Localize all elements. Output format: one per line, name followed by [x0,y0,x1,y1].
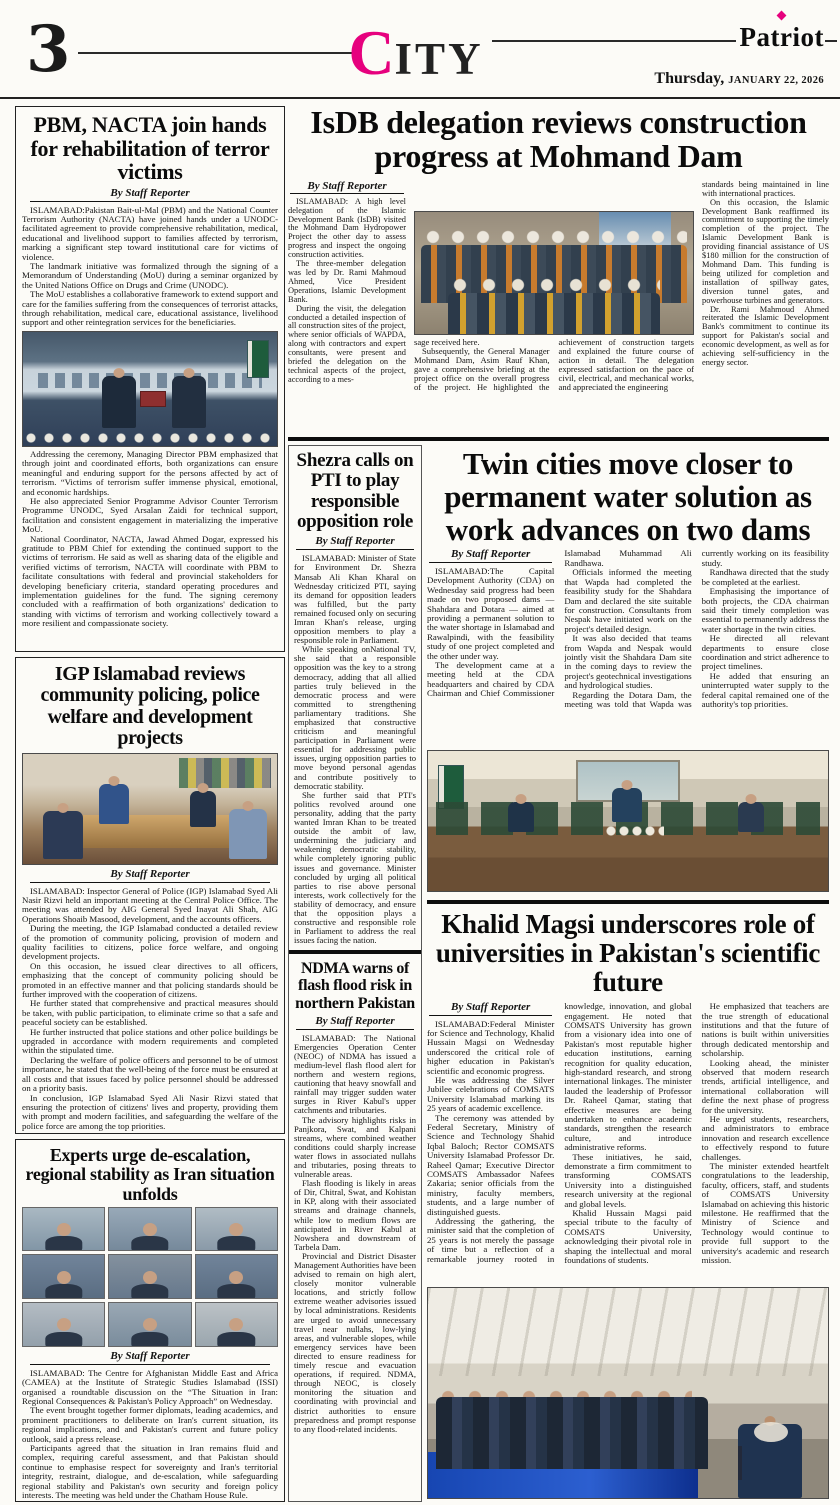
headline: IsDB delegation reviews construction progress at Mohmand Dam [310,104,807,174]
paragraph: Emphasising the importance of both projects, the CDA chairman said their timely completion was essential to permanently address the water shortage in the twin cities. [701,586,829,634]
paragraph: ISLAMABAD:Pakistan Bait-ul-Mal (PBM) and the National Counter Terrorism Authority (NACTA) have joined hands under a UNODC-facilitated agreement to provide comprehensive rehabilitation, medical, educational and livelihood support to families affected by terrorism, marking a significant step toward institutional care for victims of violence. [22,204,278,262]
paragraph: Randhawa directed that the study be completed at the earliest. [701,567,829,587]
paragraph: ISLAMABAD:Federal Minister for Science and Technology, Khalid Hussain Magsi on Wednesday underscored the critical role of higher education in Pakistan's scientific and economic progress. [427,1018,555,1076]
person-figure [738,802,764,832]
header-rule-dash [825,40,837,42]
byline: By Staff Reporter [30,187,270,202]
flower-arrangement [604,824,664,838]
paragraph: Regarding the Dotara Dam, the meeting was told that Wapda was currently working on its feasibility study. [564,549,829,709]
paragraph: ISLAMABAD: The Centre for Afghanistan Middle East and Africa (CAMEA) at the Institute of Strategic Studies Islamabad (ISSI) organised a roundtable discussion on the “The Situation in Iran: Regional Consequences & Pakistan's Policy Approach” on Wednesday. [22,1367,278,1406]
paragraph: During the visit, the delegation conducted a detailed inspection of all construction sites of the project, where senior officials of WAPDA, along with contractors and expert consultants, were present and briefed the delegation on the technical aspects of the project, according to a mes- [288,303,406,384]
person-figure [99,784,129,824]
section-divider [288,437,829,441]
microphone-stand [738,1446,742,1480]
paragraph: Officials informed the meeting that Wapda had completed the feasibility study for the Shahdara Dam and declared the site suitable for construction. Consultants from Nespak have initiated work on the project's detailed design. [564,567,692,634]
paragraph: He directed all relevant departments to ensure close coordination and strict adherence to project timelines. [701,633,829,672]
article-isdb-mohmand [288,104,829,437]
paragraph: Participants agreed that the situation in Iran remains fluid and complex, requiring careful assessment, and that Pakistan should continue to emphasise respect for sovereignty and Iran's territorial integrity, restraint, dialogue, and de-escalation, while safeguarding regional stability and Pakistan's own security and foreign policy interests. The meeting was held under the Chatham House Rule. [22,1443,278,1501]
article-twin-cities-dams [427,445,829,895]
headline: Khalid Magsi underscores role of universities in Pakistan's scientific future [435,909,821,998]
paragraph: She further said that PTI's politics revolved around one personality, adding that the party wanted Imran Khan to be treated outside the ambit of law, undermining the judiciary and weakening democratic stability, while completely ignoring public issues and governance. Minister concluded by urging all political parties to rise above personal interests, work collectively for the stability of democracy, and ensure that the opposition plays a constructive and responsible role in Parliament to address the real issues facing the nation. [294,789,416,946]
person-figure [172,376,206,428]
chairman-figure [612,788,642,822]
date-rest: JANUARY 22, 2026 [728,75,824,86]
roundtable-photo-cell [22,1254,105,1299]
paragraph: The three-member delegation was led by Dr. Rami Mahmoud Ahmed, Vice President Operations, Islamic Development Bank. [288,259,406,304]
roundtable-photo-cell [195,1254,278,1299]
byline: By Staff Reporter [429,1003,552,1015]
headline: IGP Islamabad reviews community policing, police welfare and development projects [40,663,260,750]
masthead-ornament-icon [777,11,787,21]
byline: By Staff Reporter [30,868,270,883]
roundtable-photo-cell [108,1302,191,1347]
article-magsi-comsats [427,908,829,1502]
byline: By Staff Reporter [296,535,414,550]
article-divider [427,900,829,904]
roundtable-photo-cell [195,1302,278,1347]
speaker-beard [754,1422,788,1442]
paragraph: National Coordinator, NACTA, Jawad Ahmed Dogar, expressed his gratitude to PBM Chief for extending the continued support to the victims of terrorism. He said as well as sharing data of the eligible and verified victims of terrorism, NACTA will coordinate with PBM to facilitate consultations with federal and provincial stakeholders for developing beneficiary criteria, standard operating procedures and implementation guidelines for the fund. The signing ceremony concluded with a reaffirmation of both organizations' dedication to standing with victims of terrorism and working collectively toward a more resilient and compassionate society. [22,533,278,629]
cda-meeting-photo [427,750,829,892]
masthead-title: Patriot [739,22,824,52]
mou-signing-photo [22,331,278,447]
backdrop-banner [38,373,262,388]
article-divider [289,950,421,954]
paragraph: It was also decided that teams from Wapda and Nespak would jointly visit the Shahdara Dam site in the coming days to review the project's geotechnical investigations and hydrological studies. [564,633,692,691]
paragraph: In conclusion, IGP Islamabad Syed Ali Nasir Rizvi stated that ensuring the protection of citizens' lives and property, providing them with prompt and modern facilities, and safeguarding the welfare of the police force are among the top priorities. [22,1092,278,1131]
page-number: 3 [26,12,71,87]
paragraph: He also appreciated Senior Programme Advisor Counter Terrorism Programme UNODC, Syed Arsalan Zaidi for technical support, facilitation and consistent engagement in materializing the imperative MoU. [22,495,278,535]
middle-column [288,445,422,1502]
section-title [348,17,484,88]
article-text [427,549,829,747]
person-figure [508,802,534,832]
person-figure [43,811,83,859]
right-column [427,445,829,1502]
isdb-column-mid [414,181,694,393]
isdb-delegation-photo [414,211,694,335]
headline: NDMA warns of flash flood risk in northern Pakistan [295,960,415,1012]
roundtable-photo-cell [108,1254,191,1299]
paragraph: During the meeting, the IGP Islamabad conducted a detailed review of the promotion of community policing, provision of modern and quality facilities to citizens, police force welfare, and ongoing development projects. [22,923,278,962]
header-rule-right [492,40,736,42]
paragraph: He further instructed that police stations and other police buildings be upgraded in accordance with modern requirements and completed within the stipulated time. [22,1026,278,1056]
person-figure [190,791,216,827]
person-figure [102,376,136,428]
paragraph: sage received here. [414,336,480,347]
front-row-hats [448,278,659,294]
paragraph: Subsequently, the General Manager Mohmand Dam, Asim Rauf Khan, gave a comprehensive briefing at the project office on the overall progress of the project. He highlighted the achievement of construction targets and explained the future course of action in detail. The delegation expressed satisfaction on the pace of civil, electrical, and mechanical works, and appreciated the engineering [414,336,694,393]
headline: Twin cities move closer to permanent water solution as work advances on two dams [444,446,812,548]
paragraph: Flash flooding is likely in areas of Dir, Chitral, Swat, and Kohistan in KP, along with their associated streams and drainage channels, while low to medium flows are anticipated in River Kabul at Nowshera and downstream of Tarbela Dam. [294,1178,416,1252]
paragraph: He emphasized that teachers are the true strength of educational institutions and that the future of nations is built within universities through dedicated mentorship and scholarship. [701,1002,829,1059]
byline: By Staff Reporter [30,1350,270,1365]
article-text [294,554,416,945]
paragraph: He urged students, researchers, and administrators to embrace innovation and research excellence to effectively respond to future challenges. [701,1113,829,1162]
paragraph: ISLAMABAD: A high level delegation of the Islamic Development Bank (IsDB) visited the Mohmand Dam Hydropower Project the other day to assess progress and inspect the ongoing construction activities. [288,196,406,260]
article-pbm-nacta [15,106,285,652]
paragraph: Addressing the ceremony, Managing Director PBM emphasized that through joint and coordinated efforts, both organizations can ensure meaningful and enduring support for the persons affected by act of terrorism. “Victims of terrorism suffer immense physical, emotional, and economic hardships. [22,448,278,497]
paragraph: He further stated that comprehensive and practical measures should be taken, with public participation, to eliminate crime so that a safe and peaceful society can be established. [22,998,278,1028]
article-text [22,206,278,328]
headline: Shezra calls on PTI to play responsible opposition role [296,450,414,532]
paragraph: Dr. Rami Mahmoud Ahmed reiterated the Islamic Development Bank's commitment to continue its support for Pakistan's social and economic development, as well as for achieving self-sufficiency in the energy sector. [702,304,829,367]
article-text [294,1034,416,1434]
paragraph: The ceremony was attended by Federal Secretary, Ministry of Science and Technology Shahid Iqbal Baloch; Rector COMSATS University Islamabad Professor Dr. Raheel Qamar; Executive Director COMSATS Ambassador Nafees Zakaria; senior officials from the ministry, faculty members, students, and a large number of distinguished guests. [427,1112,555,1217]
paragraph: On this occasion, the Islamic Development Bank reaffirmed its commitment to supporting the timely completion of the project. The Islamic Development Bank is providing financial assistance of US $180 million for the construction of Mohmand Dam. This funding is being utilized for completion and installation of spillway gates, diversion tunnel gates, and powerhouse turbines and generators. [702,197,829,305]
paragraph: He added that ensuring an uninterrupted water supply to the federal capital remained one of the authority's top priorities. [701,670,829,709]
paragraph: The MoU establishes a collaborative framework to extend support and care for the families suffering from the consequences of terrorist attacks, through rehabilitation, medical care, educational assistance, livelihood support and other reintegration services for the beneficiaries. [22,289,278,328]
article-text [22,1369,278,1501]
page-date [654,70,824,88]
paragraph: Looking ahead, the minister observed that modern research trends, artificial intelligence, and international collaboration will define the next phase of progress for the university. [701,1057,829,1115]
date-day: Thursday, [654,70,725,87]
isdb-column-4 [702,181,829,393]
roundtable-photo-cell [108,1207,191,1252]
headline: Experts urge de-escalation, regional stability as Iran situation unfolds [25,1145,275,1204]
guest-group [436,1397,708,1468]
paragraph: The development came at a meeting held at the CDA headquarters and chaired by CDA Chairman and Chief Commissioner Islamabad Muhammad Ali Randhawa. [427,549,692,699]
article-ndma-flood [294,958,416,1498]
paragraph: The minister extended heartfelt congratulations to the leadership, faculty, officers, staff, and students of COMSATS University Islamabad on achieving this historic milestone. He reaffirmed that the Ministry of Science and Technology would continue to provide full support to the university's academic and research mission. [701,1161,829,1266]
paragraph: Provincial and District Disaster Management Authorities have been advised to remain on high alert, closely monitor vulnerable locations, and strictly follow extreme weather advisories issued by local administrations. Residents are urged to avoid unnecessary travel near nullahs, low-lying areas, and vulnerable slopes, while emergency services have been directed to ensure readiness for timely rescue and evacuation operations, if required. NDMA, through NEOC, is closely monitoring the situation and coordinating with provincial and district authorities to ensure preparedness and prompt response to any flood-related incidents. [294,1250,416,1434]
police-officer-figure [229,809,267,859]
front-row-group [448,293,659,335]
roundtable-photo-grid [22,1207,278,1347]
section-rest: ITY [394,34,484,84]
paragraph: ISLAMABAD:The Capital Development Authority (CDA) on Wednesday said progress had been made on two proposed dams — Shahdara and Dotara — aimed at providing a permanent solution to the water shortage in Islamabad and Rawalpindi, with the feasibility study of one project completed and the other under way. [427,565,555,661]
paragraph: standards being maintained in line with international practices. [702,179,829,198]
office-flags [179,758,271,788]
article-iran-roundtable [15,1139,285,1502]
paragraph: While speaking onNational TV, she said that a responsible opposition was the key to a strong democracy, adding that all allied parties truly believed in the democratic process and were committed to strengthening parliamentary traditions. She emphasized that constructive criticism and meaningful participation in Parliament were essential for addressing public issues, urging opposition parties to move beyond personal agendas and contribute positively to democratic stability. [294,644,416,791]
headline: PBM, NACTA join hands for rehabilitation of terror victims [30,112,270,185]
roundtable-photo-cell [195,1207,278,1252]
header-divider [0,97,840,99]
tent-ceiling [428,1288,828,1376]
paragraph: The landmark initiative was formalized through the signing of a Memorandum of Understanding (MoU) during a seminar organized by the United Nations Office on Drugs and Crime (UNODC). [22,261,278,290]
article-text [427,1002,829,1284]
paragraph: Khalid Hussain Magsi paid special tribute to the faculty of COMSATS University, acknowledging their pivotal role in shaping the intellectual and moral foundations of students. [564,1208,692,1266]
article-shezra-pti [294,449,416,945]
comsats-ceremony-photo [427,1287,829,1499]
section-initial: C [348,17,395,88]
flower-arrangement [23,430,277,446]
roundtable-photo-cell [22,1302,105,1347]
paragraph: ISLAMABAD: The National Emergencies Operation Center (NEOC) of NDMA has issued a medium-level flash flood alert for northern and western regions, cautioning that heavy snowfall and rainfall may trigger sudden water surges in River Kabul's upper catchments and tributaries. [294,1032,416,1116]
isdb-columns [288,181,829,393]
paragraph: The advisory highlights risks in Panjkora, Swat, and Kalpani streams, where combined weather conditions could sharply increase water flows in associated nullahs and tributaries, posing threats to vulnerable areas. [294,1114,416,1180]
mou-folder [140,391,166,407]
byline: By Staff Reporter [429,550,552,562]
pakistan-flag [247,340,269,378]
isdb-column-1 [288,181,406,393]
paragraph: These initiatives, he said, demonstrate a firm commitment to transforming COMSATS University into a distinguished research university at the regional and global levels. [564,1151,692,1209]
left-column [15,106,285,1502]
isdb-mid-text [414,338,694,393]
paragraph: ISLAMABAD: Inspector General of Police (IGP) Islamabad Syed Ali Nasir Rizvi held an important meeting at the Central Police Office. The meeting was attended by AIG General Syed Inayat Ali Shah, AIG Operations Shoaib Masood, development, and the accounts officers. [22,885,278,924]
paragraph: On this occasion, he issued clear directives to all officers, emphasizing that the concept of community policing should be promoted in an effective manner and that policing standards should be further improved with the cooperation of citizens. [22,960,278,1000]
roundtable-photo-cell [22,1207,105,1252]
article-text [22,450,278,629]
paragraph: Declaring the welfare of police officers and personnel to be of utmost importance, he stated that the well-being of the force must be ensured at all costs and that issues faced by police personnel should be addressed on a priority basis. [22,1054,278,1094]
hard-hat-row [421,230,688,246]
paragraph: He was addressing the Silver Jubilee celebrations of COMSATS University Islamabad marking its 25 years of academic excellence. [427,1074,555,1114]
paragraph: Addressing the gathering, the minister said that the completion of 25 years is not merely the passage of time but a reflection of a remarkable journey rooted in knowledge, innovation, and global engagement. He noted that COMSATS University has grown from a visionary idea into one of Pakistan's most reputable higher education institutions, earning recognition for quality education, high-standard research, and strong international linkages. The minister lauded the leadership of Professor Dr. Raheel Qamar, stating that effective measures are being undertaken to enhance academic standards, strengthen the research culture, and introduce administrative reforms. [427,1002,692,1264]
igp-meeting-photo [22,753,278,865]
article-igp-meeting [15,657,285,1134]
byline: By Staff Reporter [296,1015,414,1030]
byline: By Staff Reporter [290,182,404,194]
paragraph: The event brought together former diplomats, leading academics, and prominent practitioners to deliberate on Iran's current situation, its regional implications, and and Pakistan's current and future policy outlook, said a press release. [22,1405,278,1444]
paragraph: ISLAMABAD: Minister of State for Environment Dr. Shezra Mansab Ali Khan Kharal on Wednesday criticized PTI, saying its demand for opposition leaders was fulfilled, but the party remained focused only on securing Imran Khan's release, urging opposition members to play a responsible role in Parliament. [294,553,416,646]
article-text [22,887,278,1132]
header-rule-left [78,52,356,54]
